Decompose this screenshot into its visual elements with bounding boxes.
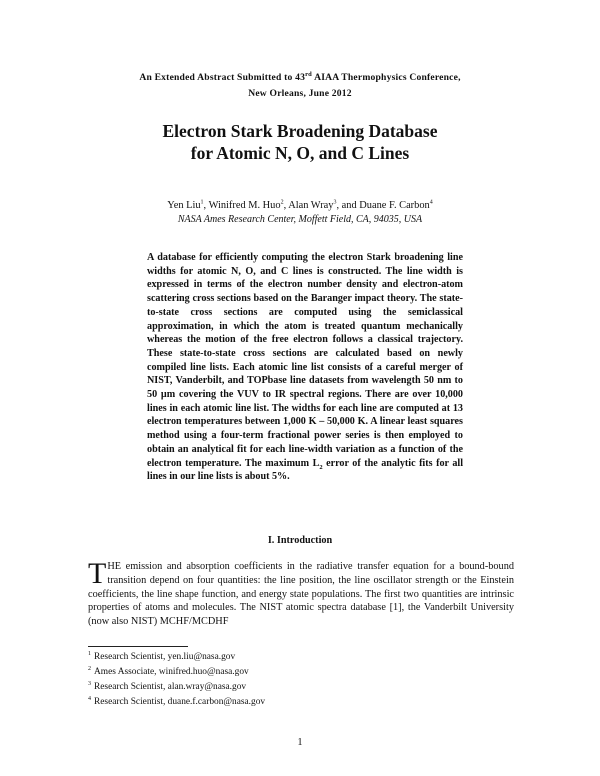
ordinal-superscript: rd: [305, 70, 312, 78]
footnote: $^3$ Research Scientist, alan.wray@nasa.gov: [88, 680, 247, 692]
author-footnote-mark: 3: [333, 199, 337, 206]
section-heading: I. Introduction: [267, 535, 333, 546]
title-line-2: for Atomic N, O, and C Lines: [190, 143, 410, 163]
abstract: [147, 251, 463, 484]
introduction-text: HE emission and absorption coefficients in the radiative transfer equation for a bound-bound transition depend on four quantities: the line position, the line oscillator strength or the Einstein coefficients, the line shape function, and energy state populations. The first two quantities are intrinsic properties of atoms and molecules. The NIST atomic spectra database [1], the Vanderbilt University (now also NIST) MCHF/MCDHF: [88, 561, 514, 628]
author-footnote-mark: 2: [280, 199, 284, 206]
author-footnote-mark: 1: [200, 199, 204, 206]
drop-cap: T: [88, 557, 107, 590]
introduction-paragraph: [88, 557, 514, 629]
header-line-2: New Orleans, June 2012: [248, 88, 352, 99]
footnote-divider: [88, 646, 188, 647]
footnote: $^2$ Ames Associate, winifred.huo@nasa.gov: [88, 665, 249, 677]
author-name: Yen Liu: [167, 200, 201, 211]
author-name: Alan Wray: [288, 200, 334, 211]
author-list: Yen Liu$^1$, Winifred M. Huo$^2$, Alan Wray$^3$, and Duane F. Carbon$^4$: [167, 199, 433, 211]
title-line-1: Electron Stark Broadening Database: [162, 121, 438, 141]
author-name: Winifred M. Huo: [208, 200, 281, 211]
footnote: $^4$ Research Scientist, duane.f.carbon@nasa.gov: [88, 695, 266, 707]
abstract-subscript: 2: [319, 463, 323, 471]
header-line-1: An Extended Abstract Submitted to 43rd AIAA Thermophysics Conference,: [139, 70, 461, 83]
abstract-tail: error of the analytic fits for all lines in our line lists is about 5%.: [147, 457, 464, 483]
page-number: 1: [297, 737, 303, 748]
footnote: $^1$ Research Scientist, yen.liu@nasa.gov: [88, 650, 236, 662]
abstract-body: A database for efficiently computing the electron Stark broadening line widths for atomic N, O, and C lines is constructed. The line width is expressed in terms of the electron number density and electron-atom scattering cross sections based on the Baranger impact theory. The state-to-state cross sections are computed using the semiclassical approximation, in which the atom is treated quantum mechanically whereas the motion of the free electron follows a classical trajectory. These state-to-state cross sections are calculated based on newly compiled line lists. Each atomic line list consists of a careful merger of NIST, Vanderbilt, and TOPbase line datasets from wavelength 50 nm to 50 µm covering the VUV to IR spectral regions. There are over 10,000 lines in each atomic line list. The widths for each line are computed at 13 electron temperatures between 1,000 K – 50,000 K. A linear least squares method using a four-term fractional power series is then employed to obtain an analytical fit for each line-width variation as a function of the electron temperature. The maximum L: [147, 252, 463, 469]
paper-title: [0, 120, 600, 164]
author-name: Duane F. Carbon: [359, 200, 430, 211]
conference-header: [0, 70, 600, 102]
author-footnote-mark: 4: [429, 199, 433, 206]
affiliation: NASA Ames Research Center, Moffett Field, CA, 94035, USA: [177, 214, 423, 225]
footnotes: [88, 650, 508, 710]
